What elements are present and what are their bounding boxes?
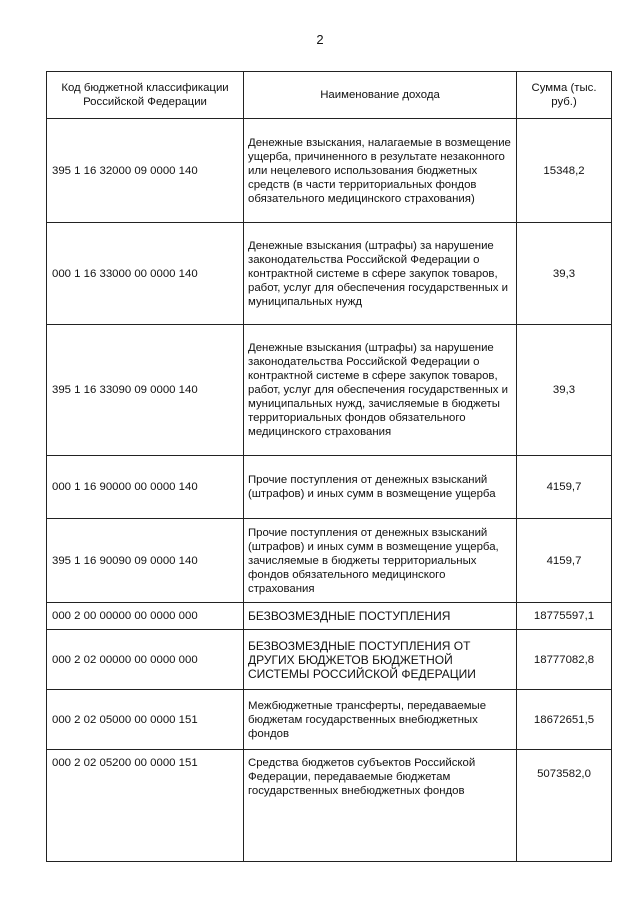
- row-name: Средства бюджетов субъектов Российской Федерации, передаваемые бюджетам государственных внебюджетных фондов: [244, 750, 517, 862]
- table-row: [47, 223, 612, 325]
- row-code: 000 1 16 33000 00 0000 140: [47, 223, 244, 325]
- row-code: 395 1 16 32000 09 0000 140: [47, 119, 244, 223]
- table-row: [47, 603, 612, 630]
- budget-revenue-table: [46, 71, 612, 862]
- row-name: БЕЗВОЗМЕЗДНЫЕ ПОСТУПЛЕНИЯ: [244, 603, 517, 630]
- page-number: 2: [316, 32, 324, 47]
- row-name: Прочие поступления от денежных взысканий (штрафов) и иных сумм в возмещение ущерба, зачисляемые в бюджеты территориальных фондов обязательного медицинского страхования: [244, 519, 517, 603]
- row-code: 000 2 00 00000 00 0000 000: [47, 603, 244, 630]
- row-sum: 39,3: [517, 325, 612, 456]
- row-name: Денежные взыскания (штрафы) за нарушение законодательства Российской Федерации о контрактной системе в сфере закупок товаров, работ, услуг для обеспечения государственных и муниципальных нужд: [244, 223, 517, 325]
- table-row: [47, 630, 612, 690]
- row-name: Денежные взыскания, налагаемые в возмещение ущерба, причиненного в результате незаконного или нецелевого использования бюджетных средств (в части территориальных фондов обязательного медицинского страхования): [244, 119, 517, 223]
- row-code: 395 1 16 90090 09 0000 140: [47, 519, 244, 603]
- table-row: [47, 519, 612, 603]
- table-row: [47, 750, 612, 862]
- row-name: Прочие поступления от денежных взысканий (штрафов) и иных сумм в возмещение ущерба: [244, 456, 517, 519]
- row-code: 000 2 02 00000 00 0000 000: [47, 630, 244, 690]
- row-name: Денежные взыскания (штрафы) за нарушение законодательства Российской Федерации о контрактной системе в сфере закупок товаров, работ, услуг для обеспечения государственных и муниципальных нужд, зачисляемые в бюджеты территориальных фондов обязательного медицинского страхования: [244, 325, 517, 456]
- row-name: БЕЗВОЗМЕЗДНЫЕ ПОСТУПЛЕНИЯ ОТ ДРУГИХ БЮДЖЕТОВ БЮДЖЕТНОЙ СИСТЕМЫ РОССИЙСКОЙ ФЕДЕРАЦИИ: [244, 630, 517, 690]
- header-sum: Сумма (тыс. руб.): [517, 72, 612, 119]
- row-name: Межбюджетные трансферты, передаваемые бюджетам государственных внебюджетных фондов: [244, 690, 517, 750]
- table-header-row: [47, 72, 612, 119]
- table-row: [47, 325, 612, 456]
- header-name: Наименование дохода: [244, 72, 517, 119]
- row-sum: 18777082,8: [517, 630, 612, 690]
- row-code: 395 1 16 33090 09 0000 140: [47, 325, 244, 456]
- row-sum: 18672651,5: [517, 690, 612, 750]
- row-sum: 5073582,0: [517, 750, 612, 862]
- row-code: 000 2 02 05000 00 0000 151: [47, 690, 244, 750]
- row-sum: 18775597,1: [517, 603, 612, 630]
- row-code: 000 1 16 90000 00 0000 140: [47, 456, 244, 519]
- table-row: [47, 119, 612, 223]
- table-row: [47, 456, 612, 519]
- table-row: [47, 690, 612, 750]
- row-sum: 4159,7: [517, 519, 612, 603]
- row-code: 000 2 02 05200 00 0000 151: [47, 750, 244, 862]
- row-sum: 39,3: [517, 223, 612, 325]
- header-code: Код бюджетной классификации Российской Федерации: [47, 72, 244, 119]
- row-sum: 15348,2: [517, 119, 612, 223]
- row-sum: 4159,7: [517, 456, 612, 519]
